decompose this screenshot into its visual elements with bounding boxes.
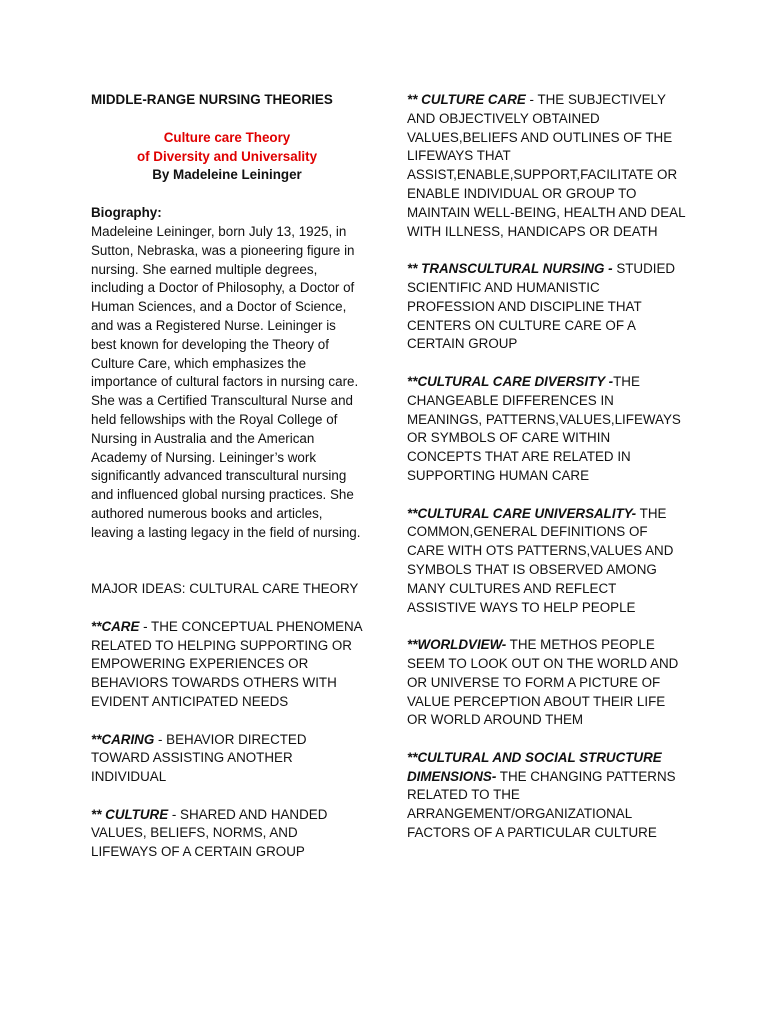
definition-text: - SHARED AND HANDED VALUES, BELIEFS, NORMS, AND LIFEWAYS OF A CERTAIN GROUP — [91, 806, 328, 860]
definition-term: CULTURE — [105, 806, 169, 822]
definition-prefix: ** — [407, 373, 418, 389]
theory-title-line-1: Culture care Theory — [163, 129, 291, 145]
definition-text: - THE SUBJECTIVELY AND OBJECTIVELY OBTAINED VALUES,BELIEFS AND OUTLINES OF THE LIFEWAYS THAT ASSIST,ENABLE,SUPPORT,FACILITATE OR ENABLE INDIVIDUAL OR GROUP TO MAINTAIN WELL-BEING, HEALTH AND DEAL WITH ILLNESS, HANDICAPS OR DEATH — [407, 92, 686, 239]
definition-text: THE CHANGING PATTERNS RELATED TO THE ARRANGEMENT/ORGANIZATIONAL FACTORS OF A PARTICULAR CULTURE — [407, 768, 676, 841]
definition-prefix: ** — [91, 731, 102, 747]
definition-culture-care — [407, 91, 687, 241]
definition-care — [91, 618, 363, 712]
definition-text: THE COMMON,GENERAL DEFINITIONS OF CARE WITH OTS PATTERNS,VALUES AND SYMBOLS THAT IS OBSERVED AMONG MANY CULTURES AND REFLECT ASSISTIVE WAYS TO HELP PEOPLE — [407, 505, 674, 615]
biography-text: Madeleine Leininger, born July 13, 1925, in Sutton, Nebraska, was a pioneering figure in nursing. She earned multiple degrees, including a Doctor of Philosophy, a Doctor of Human Sciences, and a Doctor of Science, and was a Registered Nurse. Leininger is best known for developing the Theory of Culture Care, which emphasizes the importance of cultural factors in nursing care. She was a Certified Transcultural Nurse and held fellowships with the Royal College of Nursing in Australia and the American Academy of Nursing. Leininger’s work significantly advanced transcultural nursing and influenced global nursing practices. She authored numerous books and articles, leaving a lasting legacy in the field of nursing. — [91, 223, 361, 540]
definition-cultural-care-diversity — [407, 373, 687, 486]
definition-text: - BEHAVIOR DIRECTED TOWARD ASSISTING ANOTHER INDIVIDUAL — [91, 731, 307, 785]
definition-term: CULTURAL AND SOCIAL STRUCTURE DIMENSIONS- — [407, 749, 662, 784]
major-ideas-heading: MAJOR IDEAS: CULTURAL CARE THEORY — [91, 581, 359, 597]
definition-culture — [91, 806, 363, 862]
definition-caring — [91, 731, 363, 787]
section-spacer — [91, 543, 363, 581]
definition-worldview — [407, 636, 687, 730]
biography-heading: Biography: — [91, 205, 162, 221]
definition-prefix: ** — [407, 261, 422, 277]
definition-prefix: ** — [91, 618, 102, 634]
definition-term: CULTURAL CARE UNIVERSALITY- — [417, 505, 637, 521]
definition-term: TRANSCULTURAL NURSING - — [421, 261, 613, 277]
definition-transcultural-nursing — [407, 260, 687, 354]
definition-text: THE CHANGEABLE DIFFERENCES IN MEANINGS, PATTERNS,VALUES,LIFEWAYS OR SYMBOLS OF CARE WITHIN CONCEPTS THAT ARE RELATED IN SUPPORTING HUMAN CARE — [407, 373, 681, 483]
definition-prefix: ** — [407, 749, 418, 765]
definition-term: CARING — [101, 731, 155, 747]
definition-text: THE METHOS PEOPLE SEEM TO LOOK OUT ON THE WORLD AND OR UNIVERSE TO FORM A PICTURE OF VALUE PERCEPTION ABOUT THEIR LIFE OR WORLD AROUND THEM — [407, 637, 679, 728]
theory-title — [91, 129, 363, 185]
definition-prefix: ** — [407, 637, 418, 653]
definition-prefix: ** — [407, 92, 422, 107]
theory-title-line-2: of Diversity and Universality — [136, 148, 318, 164]
definition-term: CULTURAL CARE DIVERSITY - — [417, 373, 614, 389]
definition-term: CULTURE CARE — [421, 92, 526, 107]
right-column — [407, 91, 687, 862]
definition-term: WORLDVIEW- — [417, 637, 507, 653]
left-column — [91, 91, 363, 881]
document-heading: MIDDLE-RANGE NURSING THEORIES — [91, 92, 333, 107]
definition-prefix: ** — [407, 505, 418, 521]
definition-cultural-social-structure — [407, 749, 687, 843]
theory-author: By Madeleine Leininger — [152, 167, 302, 183]
definition-cultural-care-universality — [407, 505, 687, 618]
definition-text: - THE CONCEPTUAL PHENOMENA RELATED TO HELPING SUPPORTING OR EMPOWERING EXPERIENCES OR BEHAVIORS TOWARDS OTHERS WITH EVIDENT ANTICIPATED NEEDS — [91, 618, 362, 709]
definition-text: STUDIED SCIENTIFIC AND HUMANISTIC PROFESSION AND DISCIPLINE THAT CENTERS ON CULTURE CARE OF A CERTAIN GROUP — [407, 261, 676, 352]
definition-prefix: ** — [91, 806, 106, 822]
definition-term: CARE — [101, 618, 140, 634]
